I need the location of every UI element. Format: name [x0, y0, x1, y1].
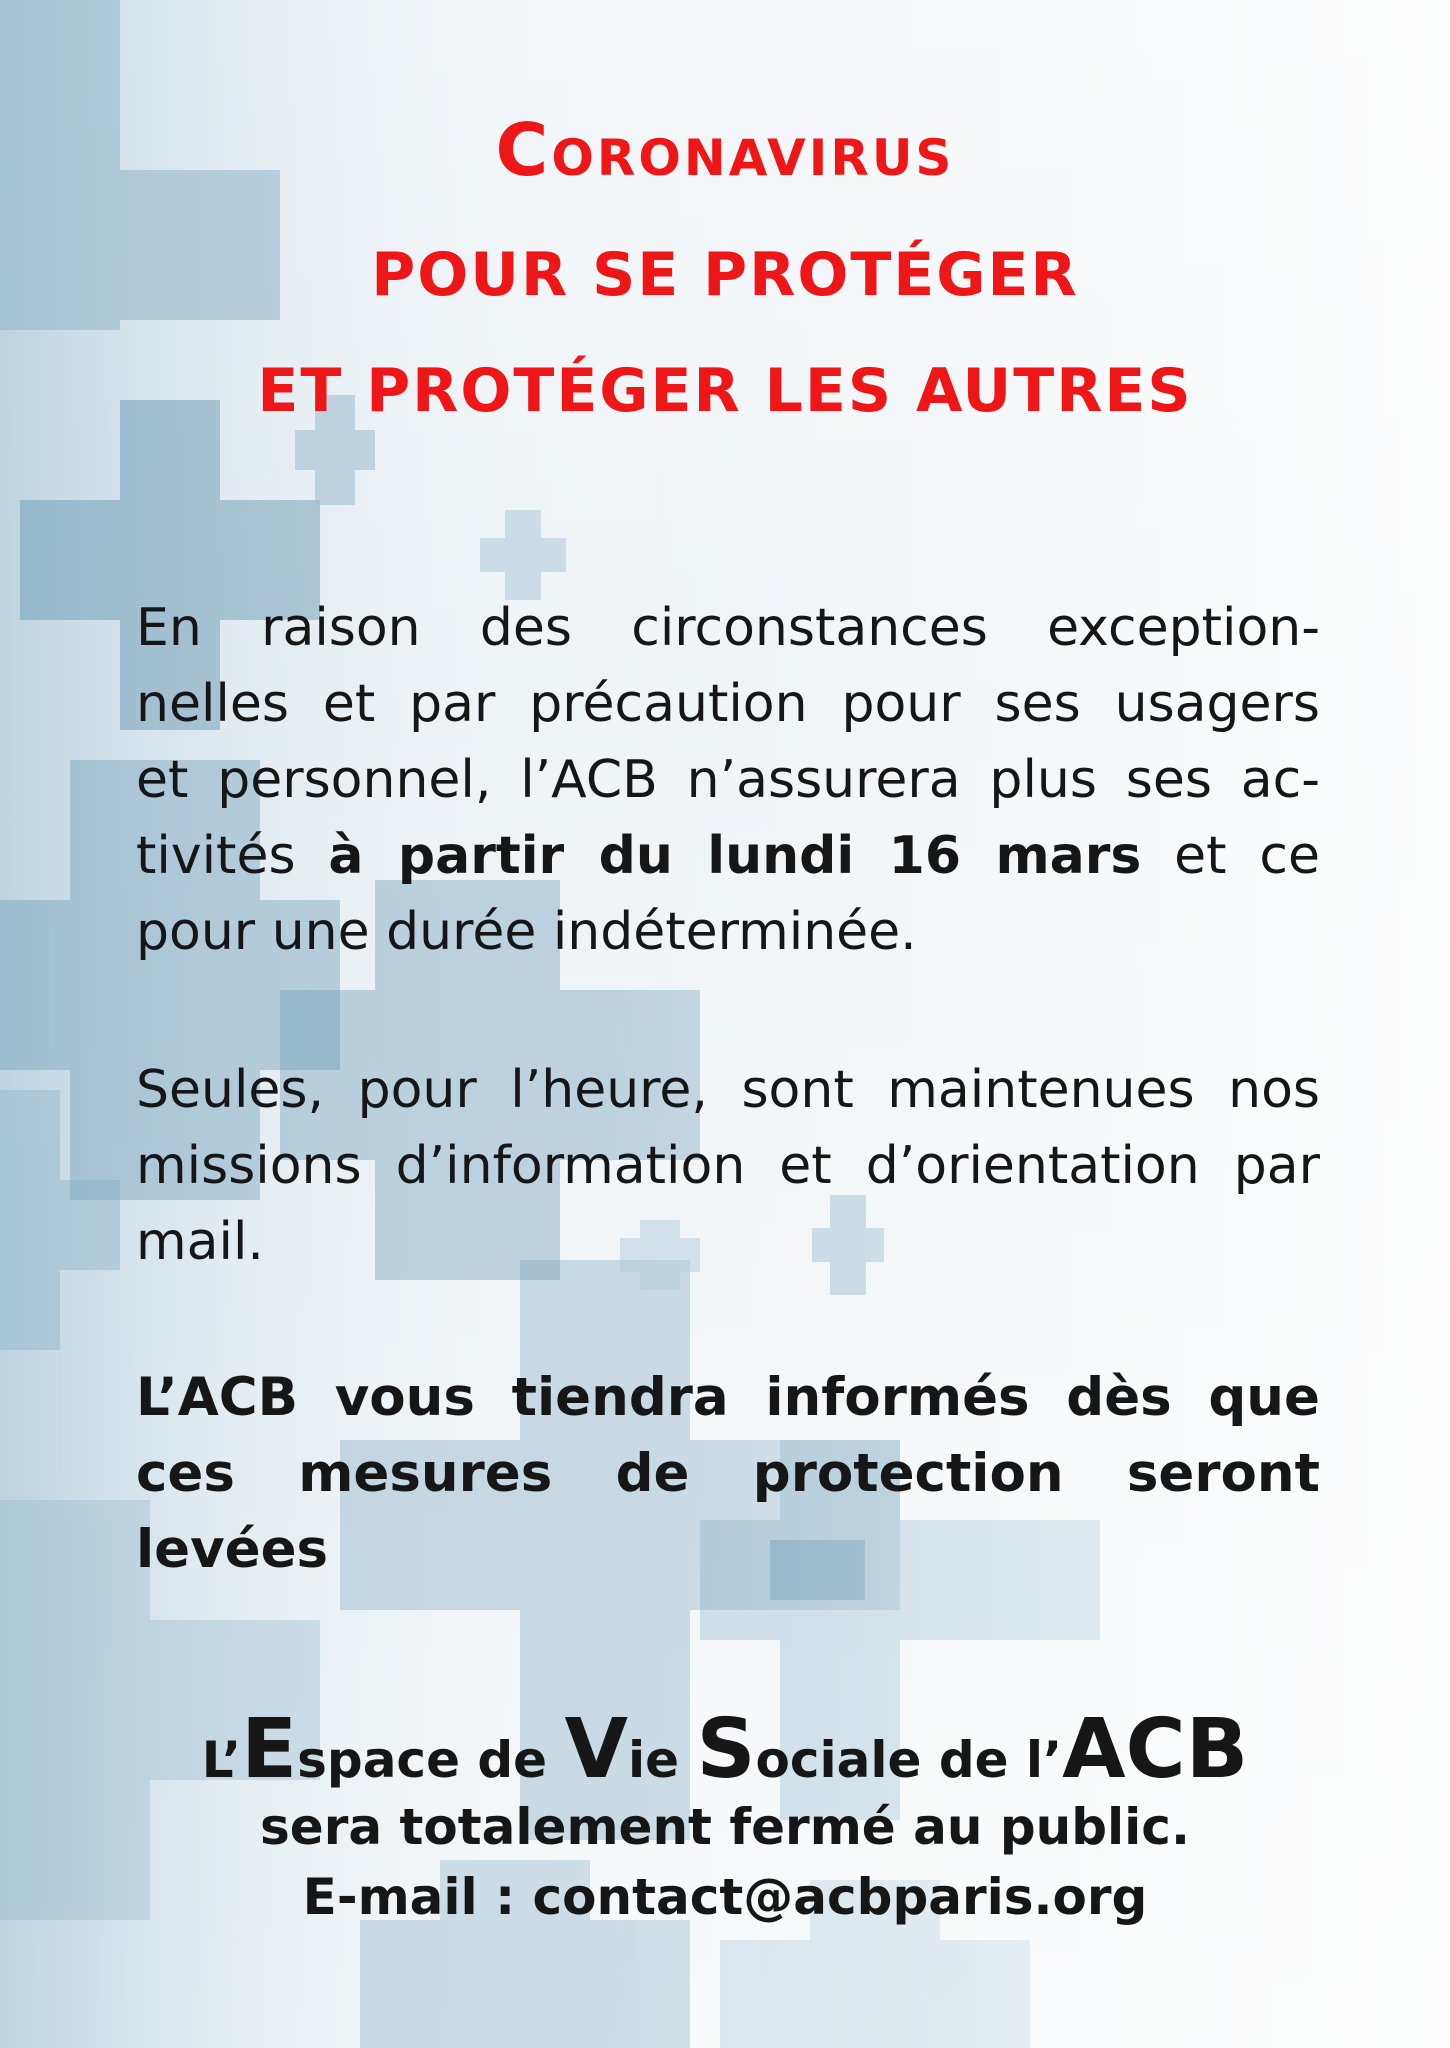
paragraph-line: levées [136, 1519, 329, 1580]
paragraph-line: pour une durée indéterminée. [136, 902, 917, 962]
page-subtitle-line-2: ET PROTÉGER LES AUTRES [257, 356, 1193, 426]
text-segment: ociale de l’ [755, 1731, 1063, 1789]
paragraph-line: mail. [136, 1212, 264, 1272]
text-segment: space de [297, 1731, 565, 1789]
text-segment: L’ [201, 1731, 242, 1789]
paragraph-line: missions d’information et d’orientation par [136, 1136, 1320, 1196]
acb-acronym: ACB [1062, 1702, 1249, 1797]
initial-letter: E [241, 1702, 298, 1797]
maintained-missions-paragraph [136, 1052, 1320, 1280]
page-title: Coronavirus [495, 108, 955, 192]
paragraph-line: Seules, pour l’heure, sont maintenues nos [136, 1060, 1320, 1120]
initial-letter: S [696, 1702, 756, 1797]
text-segment: tivités [136, 826, 329, 886]
paragraph-line-with-date [136, 818, 1320, 894]
page-subtitle-line-1: POUR SE PROTÉGER [371, 240, 1079, 310]
footer-email: E-mail : contact@acbparis.org [302, 1868, 1148, 1926]
footer-closure-notice: sera totalement fermé au public. [260, 1798, 1190, 1856]
paragraph-line: ces mesures de protection seront [136, 1443, 1320, 1504]
closure-date: à partir du lundi 16 mars [328, 826, 1142, 886]
closure-paragraph [136, 590, 1320, 970]
paragraph-line: L’ACB vous tiendra informés dès que [136, 1367, 1320, 1428]
text-segment: ie [627, 1731, 697, 1789]
text-segment: et ce [1141, 826, 1320, 886]
initial-letter: V [564, 1702, 628, 1797]
paragraph-line: En raison des circonstances exception- [136, 598, 1320, 658]
paragraph-line: nelles et par précaution pour ses usagers [136, 674, 1320, 734]
information-notice-paragraph [136, 1360, 1320, 1588]
paragraph-line: et personnel, l’ACB n’assurera plus ses ac- [136, 750, 1320, 810]
